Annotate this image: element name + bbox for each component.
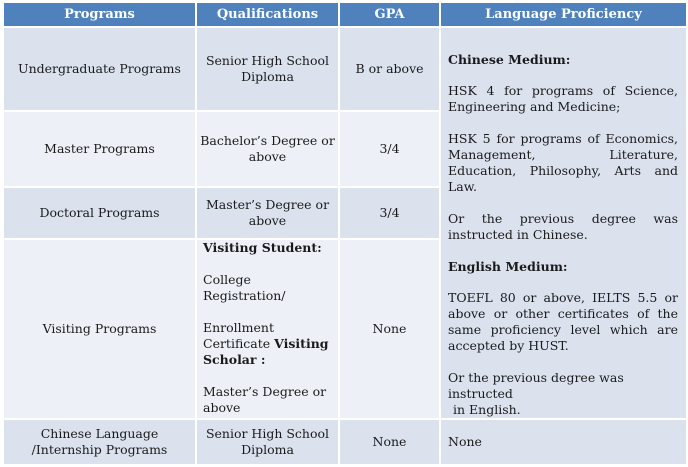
qualification-line: above [248,212,287,228]
header-language-proficiency: Language Proficiency [440,2,687,27]
row-chinese-language [3,419,687,465]
qualification-line: Senior High School [205,426,330,441]
visiting-student-title: Visiting Student: [203,239,322,255]
gpa-cell: 3/4 [339,187,440,238]
english-test-requirement: TOEFL 80 or above, IELTS 5.5 or above or other certificates of the same proficiency level which are accepted by HUST. [448,290,678,353]
chinese-medium-title: Chinese Medium: [448,52,571,67]
program-line: Chinese Language [40,426,159,441]
language-proficiency-cell: None [440,419,687,465]
gpa-cell: None [339,419,440,465]
qualification-line: Certificate Visiting [203,335,329,351]
english-medium-title: English Medium: [448,259,568,274]
qualification-cell [196,111,339,187]
qualification-cell [196,419,339,465]
header-row [3,2,687,27]
program-line: /Internship Programs [31,442,168,457]
program-cell: Doctoral Programs [3,187,196,238]
qualification-line: Diploma [241,69,294,85]
chinese-previous-degree: Or the previous degree was instructed in Chinese. [448,211,678,242]
qualification-cell [196,187,339,238]
hsk4-requirement: HSK 4 for programs of Science, Engineering and Medicine; [448,83,678,114]
gpa-cell: 3/4 [339,111,440,187]
hsk5-requirement: HSK 5 for programs of Economics, Management, Literature, Education, Philosophy, Arts and Law. [448,131,678,194]
qualification-line: Diploma [241,442,294,457]
row-undergraduate [3,27,687,111]
qualification-line: Master’s Degree or [205,196,330,212]
english-previous-degree: Or the previous degree was instructed in English. [448,370,624,417]
header-gpa: GPA [339,2,440,27]
qualification-line: Bachelor’s Degree or [200,133,335,149]
program-cell: Visiting Programs [3,239,196,419]
qualification-line: Registration/ [203,287,286,303]
qualification-line: College [203,271,251,287]
qualification-cell [196,239,339,419]
qualification-line: above [203,399,241,415]
language-proficiency-cell [440,27,687,419]
header-qualifications: Qualifications [196,2,339,27]
qualification-cell [196,27,339,111]
header-programs: Programs [3,2,196,27]
visiting-scholar-title: Scholar : [203,351,266,367]
qualification-line: Senior High School [205,53,330,69]
program-cell [3,419,196,465]
gpa-cell: B or above [339,27,440,111]
qualification-line: above [248,149,287,165]
qualification-line: Enrollment [203,319,274,335]
program-cell: Undergraduate Programs [3,27,196,111]
qualification-line: Master’s Degree or [203,383,327,399]
program-cell: Master Programs [3,111,196,187]
admission-requirements-table [2,1,688,466]
gpa-cell: None [339,239,440,419]
